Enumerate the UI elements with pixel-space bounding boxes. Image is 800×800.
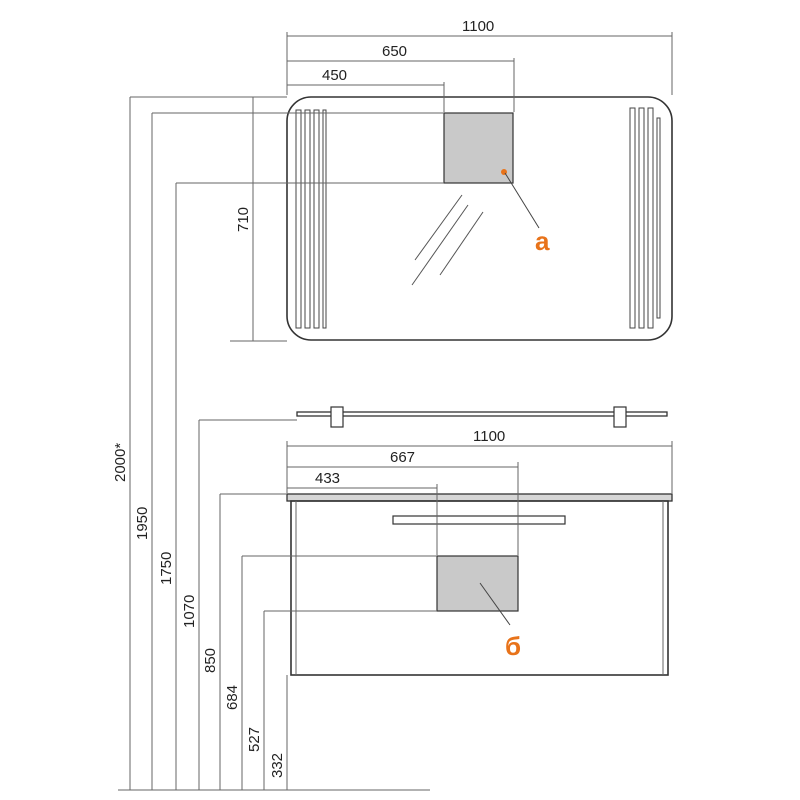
height-850-label: 850 (202, 647, 219, 673)
height-1950-label: 1950 (134, 506, 151, 540)
cabinet-width-label: 1100 (473, 428, 506, 445)
height-1750-label: 1750 (158, 551, 175, 585)
cabinet (287, 494, 672, 675)
shelf-plate (297, 412, 667, 416)
callout-b-label: б (505, 631, 522, 661)
callout-a-leader (505, 173, 539, 228)
cabinet-panel-left-label: 433 (315, 470, 341, 487)
height-684-label: 684 (224, 684, 241, 710)
mirror (287, 97, 672, 340)
mirror-right-lamp (630, 108, 660, 328)
mirror-reflection (412, 195, 483, 285)
height-2000-label: 2000* (112, 442, 129, 482)
height-332-label: 332 (269, 752, 286, 778)
cabinet-panel-b (437, 556, 518, 611)
cabinet-panel-right-label: 667 (390, 449, 416, 466)
glass-shelf (297, 407, 667, 427)
mirror-panel-right-label: 650 (382, 43, 408, 60)
mirror-height-label: 710 (235, 206, 252, 232)
height-527-label: 527 (246, 726, 263, 752)
mirror-width-label: 1100 (462, 18, 495, 35)
mirror-left-lamp (296, 110, 326, 328)
cabinet-top (287, 494, 672, 501)
mirror-panel-left-label: 450 (322, 67, 348, 84)
callout-a-label: а (535, 226, 550, 256)
shelf-bracket-left (331, 407, 343, 427)
cabinet-handle (393, 516, 565, 524)
height-1070-label: 1070 (181, 594, 198, 628)
shelf-bracket-right (614, 407, 626, 427)
